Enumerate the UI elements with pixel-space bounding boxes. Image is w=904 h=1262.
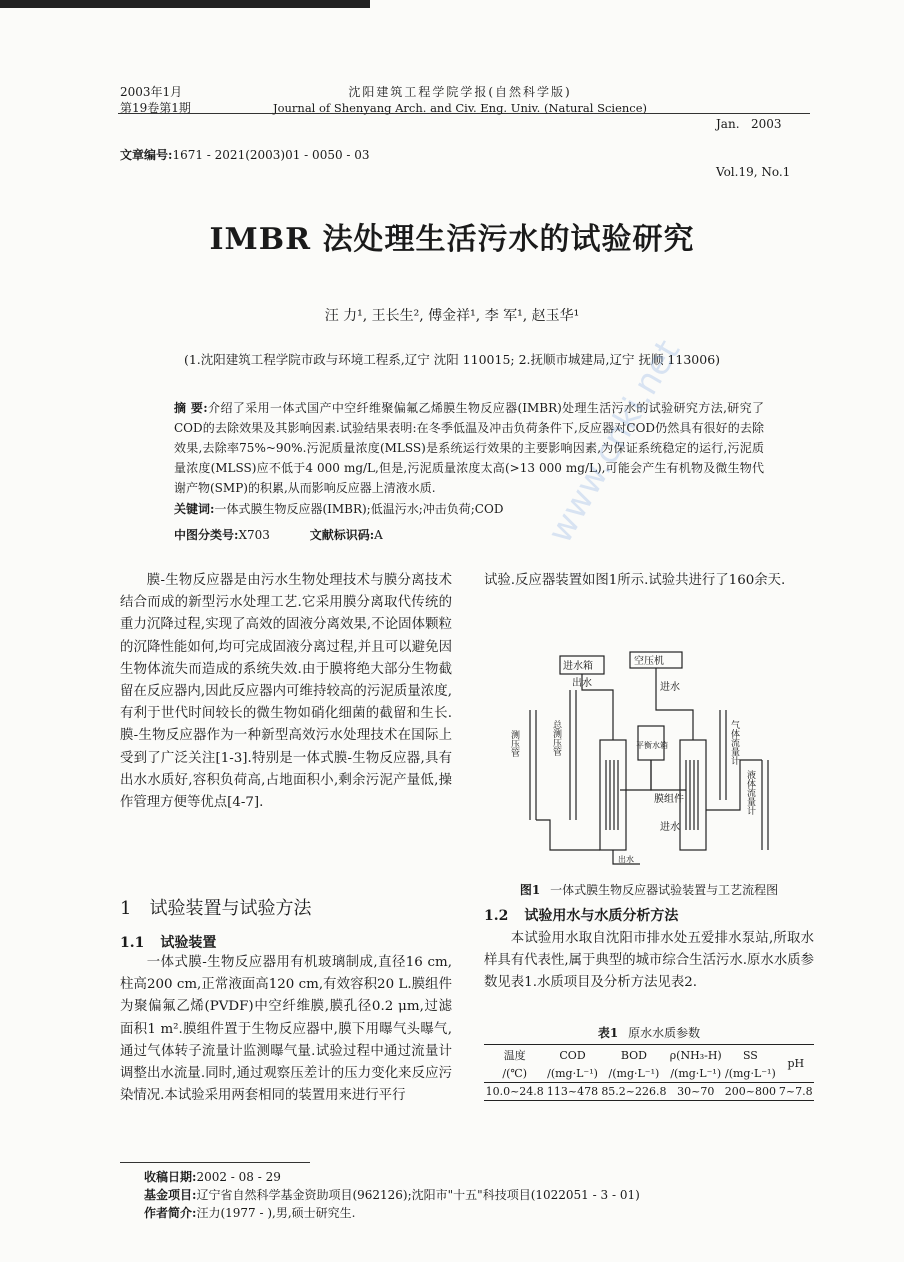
article-number (120, 146, 370, 163)
fig-label-gas-flowmeter: 气体流量计 (729, 720, 739, 765)
clc-label: 中图分类号: (174, 528, 239, 542)
footnote-author (144, 1204, 355, 1221)
table-header-bod: BOD (620, 1048, 647, 1062)
table-cell-cod: 113~478 (546, 1085, 599, 1098)
top-scan-bar (0, 0, 370, 8)
subsection-1-2-title: 试验用水与水质分析方法 (524, 908, 679, 924)
fig-label-total-manometer: 总测压管 (551, 720, 561, 756)
table-unit-cod: /(mg·L⁻¹) (547, 1067, 598, 1080)
keywords-label: 关键词: (174, 502, 215, 516)
table-row (484, 1083, 814, 1101)
subsection-1-1-title: 试验装置 (160, 935, 217, 951)
table-1-caption-label: 表1 (597, 1026, 619, 1040)
header-volume-cn: 第19卷第1期 (120, 101, 191, 115)
table-cell-ss: 200~800 (724, 1085, 776, 1098)
doc-code-value: A (374, 528, 383, 542)
fig-label-manometer: 测压管 (510, 730, 519, 757)
clc-value: X703 (238, 528, 270, 542)
header-date-en: Jan. 2003 (716, 117, 782, 131)
left-reactor (600, 740, 626, 850)
table-header-nh3: ρ(NH₃-H) (669, 1048, 722, 1062)
table-cell-temp: 10.0~24.8 (485, 1085, 544, 1098)
fig-label-outlet2: 出水 (618, 855, 634, 864)
journal-name-en: Journal of Shenyang Arch. and Civ. Eng. Univ. (Natural Science) (272, 101, 648, 115)
subsection-1-2-paragraph: 本试验用水取自沈阳市排水处五爱排水泵站,所取水样具有代表性,属于典型的城市综合生活污水.原水水质参数见表1.水质项目及分析方法见表2. (484, 931, 814, 991)
abstract-label: 摘 要: (174, 401, 208, 415)
author-value: 汪力(1977 - ),男,硕士研究生. (196, 1206, 356, 1220)
table-1-grid (484, 1045, 814, 1100)
section-1-number: 1 (120, 898, 132, 919)
table-1-header-row-2 (484, 1065, 814, 1083)
doc-code-label: 文献标识码: (309, 528, 375, 542)
keywords (174, 500, 503, 517)
table-header-ss: SS (742, 1048, 758, 1062)
table-unit-bod: /(mg·L⁻¹) (608, 1067, 660, 1080)
figure-1-caption-label: 图1 (519, 883, 541, 897)
affiliations: (1.沈阳建筑工程学院市政与环境工程系,辽宁 沈阳 110015; 2.抚顺市城建局,辽宁 抚顺 113006) (183, 352, 721, 367)
right-top-paragraph: 试验.反应器装置如图1所示.试验共进行了160余天. (484, 573, 786, 588)
table-unit-ss: /(mg·L⁻¹) (724, 1067, 776, 1080)
figure-1-diagram (510, 650, 790, 870)
figure-1-caption-text: 一体式膜生物反应器试验装置与工艺流程图 (550, 883, 779, 897)
fig-label-outlet: 出水 (572, 678, 592, 689)
header-issue-en (716, 84, 790, 196)
abstract (174, 398, 764, 498)
table-unit-nh3: /(mg·L⁻¹) (670, 1067, 722, 1080)
fig-label-balance-tank: 平衡水箱 (636, 741, 668, 750)
abstract-text: 介绍了采用一体式国产中空纤维聚偏氟乙烯膜生物反应器(IMBR)处理生活污水的试验研究方法,研究了COD的去除效果及其影响因素.试验结果表明:在冬季低温及冲击负荷条件下,反应器对COD仍然具有很好的去除效果,去除率75%~90%.污泥质量浓度(MLSS)是系统运行效果的主要影响因素,为保证系统稳定的运行,污泥质量浓度(MLSS)应不低于4 000 mg/L,但是,污泥质量浓度太高(>13 000 mg/L),可能会产生有机物及微生物代谢产物(SMP)的积累,从而影响反应器上清液水质. (174, 401, 765, 495)
fig-label-inlet2: 进水 (660, 822, 680, 833)
figure-1 (510, 650, 790, 870)
table-cell-ph: 7~7.8 (778, 1085, 813, 1098)
fig-label-compressor: 空压机 (634, 656, 664, 667)
table-cell-bod: 85.2~226.8 (601, 1085, 667, 1098)
fig-label-membrane: 膜组件 (654, 794, 684, 805)
footnote-rule (120, 1162, 310, 1163)
table-header-temp: 温度 (503, 1049, 526, 1062)
fund-value: 辽宁省自然科学基金资助项目(962126);沈阳市"十五"科技项目(1022051 - 3 - 01) (196, 1188, 640, 1202)
journal-name-cn: 沈阳建筑工程学院学报(自然科学版) (348, 85, 572, 99)
header-issue-cn (120, 84, 191, 116)
paper-title: IMBR 法处理生活污水的试验研究 (209, 222, 695, 257)
subsection-1-1-number: 1.1 (120, 935, 145, 951)
article-number-label: 文章编号: (120, 148, 173, 162)
table-1-caption (484, 1024, 814, 1041)
table-header-ph: pH (787, 1057, 805, 1070)
table-1-header-row-1 (484, 1045, 814, 1065)
section-1-title: 试验装置与试验方法 (149, 898, 312, 919)
table-cell-nh3: 30~70 (677, 1085, 715, 1098)
section-1-heading (120, 894, 311, 920)
table-header-cod: COD (559, 1048, 586, 1062)
table-1-caption-text: 原水水质参数 (628, 1026, 701, 1040)
fig-label-inlet-tank: 进水箱 (563, 661, 593, 672)
table-1 (484, 1044, 814, 1101)
intro-paragraph: 膜-生物反应器是由污水生物处理技术与膜分离技术结合而成的新型污水处理工艺.它采用膜分离取代传统的重力沉降过程,实现了高效的固液分离效果,不论固体颗粒的沉降性能如何,均可完成固液分离过程,并且可以避免因生物体流失而造成的系统失效.由于膜将绝大部分生物截留在反应器内,因此反应器内可维持较高的污泥质量浓度,有利于世代时间较长的微生物如硝化细菌的截留和生长.膜-生物反应器作为一种新型高效污水处理技术在国际上受到了广泛关注[1-3].特别是一体式膜-生物反应器,具有出水水质好,容积负荷高,占地面积小,剩余污泥产量低,操作管理方便等优点[4-7]. (120, 573, 452, 811)
subsection-1-1-heading (120, 932, 216, 952)
fig-label-inlet: 进水 (660, 682, 680, 693)
classification (174, 526, 419, 543)
subsection-1-2-number: 1.2 (484, 908, 509, 924)
received-value: 2002 - 08 - 29 (196, 1170, 281, 1184)
table-unit-temp: /(℃) (502, 1067, 527, 1080)
header-journal (250, 84, 670, 116)
subsection-1-1-paragraph: 一体式膜-生物反应器用有机玻璃制成,直径16 cm,柱高200 cm,正常液面高120 cm,有效容积20 L.膜组件为聚偏氟乙烯(PVDF)中空纤维膜,膜孔径0.2 μm,过滤面积1 m².膜组件置于生物反应器中,膜下用曝气头曝气,通过气体转子流量计监测曝气量.试验过程中通过流量计调整出水流量.同时,通过观察压差计的压力变化来反应污染情况.本试验采用两套相同的装置用来进行平行 (120, 955, 452, 1104)
header-volume-en: Vol.19, No.1 (716, 165, 791, 179)
header-date-cn: 2003年1月 (120, 85, 183, 99)
footnote-received (144, 1168, 281, 1185)
footnote-fund (144, 1186, 640, 1203)
authors: 汪 力¹, 王长生², 傅金祥¹, 李 军¹, 赵玉华¹ (324, 308, 580, 324)
received-label: 收稿日期: (144, 1170, 197, 1184)
author-label: 作者简介: (144, 1206, 197, 1220)
fund-label: 基金项目: (144, 1188, 197, 1202)
fig-label-liquid-flowmeter: 液体流量计 (745, 770, 755, 815)
watermark: www.cnki.net (540, 333, 689, 550)
header-rule (118, 113, 810, 114)
keywords-text: 一体式膜生物反应器(IMBR);低温污水;冲击负荷;COD (214, 502, 504, 516)
subsection-1-2-heading (484, 905, 678, 925)
figure-1-caption (484, 881, 814, 898)
article-number-value: 1671 - 2021(2003)01 - 0050 - 03 (172, 148, 370, 162)
